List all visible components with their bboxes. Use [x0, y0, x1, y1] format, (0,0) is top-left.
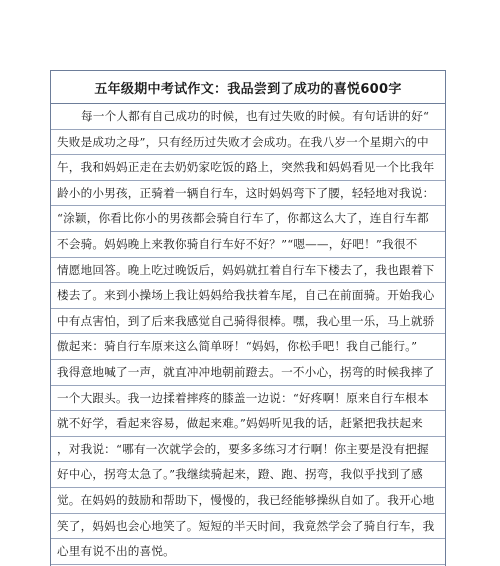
essay-line: 午，我和妈妈正走在去奶奶家吃饭的路上，突然我和妈妈看见一个比我年: [51, 155, 445, 181]
essay-line: 情愿地回答。晚上吃过晚饭后，妈妈就扛着自行车下楼去了，我也跟着下: [51, 258, 445, 284]
essay-line: “涂颖，你看比你小的男孩都会骑自行车了，你都这么大了，连自行车都: [51, 206, 445, 232]
essay-line: 楼去了。来到小操场上我让妈妈给我扶着车尾，自己在前面骑。开始我心: [51, 283, 445, 309]
essay-line: 失败是成功之母”，只有经历过失败才会成功。在我八岁一个星期六的中: [51, 130, 445, 156]
essay-line: 笑了，妈妈也会心地笑了。短短的半天时间，我竟然学会了骑自行车，我: [51, 514, 445, 540]
essay-sheet: [50, 70, 446, 566]
essay-title: 五年级期中考试作文：我品尝到了成功的喜悦600字: [51, 71, 445, 104]
essay-line: 中有点害怕，到了后来我感觉自己骑得很棒。嘿，我心里一乐，马上就骄: [51, 309, 445, 335]
essay-body: [51, 104, 445, 565]
essay-line: 傲起来：骑自行车原来这么简单呀！“妈妈，你松手吧！我自己能行。”: [51, 334, 445, 360]
essay-line: 好中心，拐弯太急了。”我继续骑起来，蹬、跑、拐弯，我似乎找到了感: [51, 462, 445, 488]
essay-line: ，对我说：“哪有一次就学会的，要多多练习才行啊！你主要是没有把握: [51, 437, 445, 463]
essay-line: 我得意地喊了一声，就直冲冲地朝前蹬去。一不小心，拐弯的时候我摔了: [51, 360, 445, 386]
essay-line: 一个大跟头。我一边揉着摔疼的膝盖一边说：“好疼啊！原来自行车根本: [51, 386, 445, 412]
essay-line: 心里有说不出的喜悦。: [51, 539, 445, 565]
essay-line: 龄小的小男孩，正骑着一辆自行车，这时妈妈弯下了腰，轻轻地对我说：: [51, 181, 445, 207]
essay-line: 不会骑。妈妈晚上来教你骑自行车好不好？”“嗯——，好吧！”我很不: [51, 232, 445, 258]
essay-line: 觉。在妈妈的鼓励和帮助下，慢慢的，我已经能够操纵自如了。我开心地: [51, 488, 445, 514]
essay-line: 每一个人都有自己成功的时候，也有过失败的时候。有句话讲的好“: [51, 104, 445, 130]
essay-line: 就不好学，看起来容易，做起来难。”妈妈听见我的话，赶紧把我扶起来: [51, 411, 445, 437]
